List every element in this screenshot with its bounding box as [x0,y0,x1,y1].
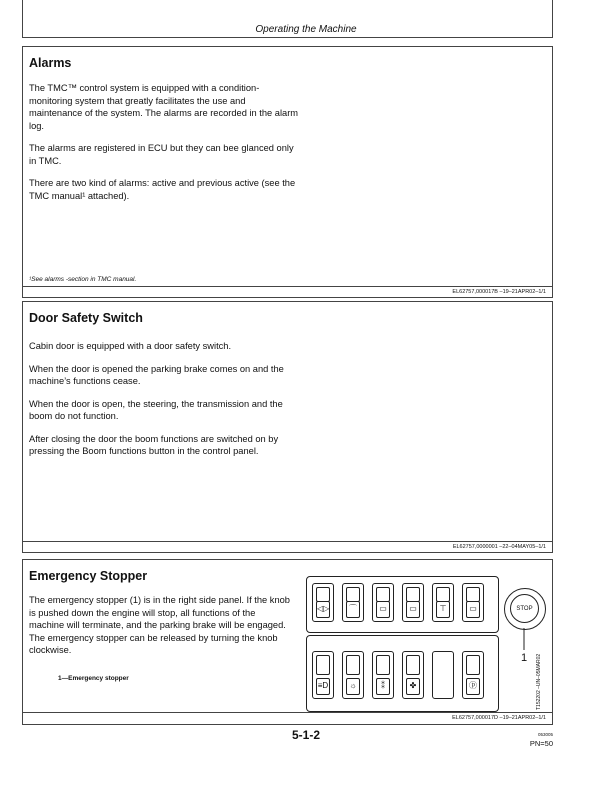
parking-light-icon: ◁▷ [316,601,330,618]
page-number: 5-1-2 [291,728,320,742]
window-icon: ▭ [406,601,420,618]
print-code: 053005 [537,732,553,737]
header-rule [22,37,553,38]
beacon-icon: ⁑ [376,678,390,695]
panel-switch [372,651,394,699]
window-icon: ▭ [376,601,390,618]
door-paragraph: After closing the door the boom functions are switched on by pressing the Boom functions button in the control panel. [29,433,279,456]
parking-brake-icon: ⓟ [466,678,480,695]
wiper-icon: ⌒ [346,601,360,618]
door-title: Door Safety Switch [29,311,143,325]
window-icon: ▭ [466,601,480,618]
stopper-title: Emergency Stopper [29,569,148,583]
panel-switch [372,583,394,622]
alarms-paragraph: There are two kind of alarms: active and previous active (see the TMC manual¹ attached). [29,178,296,201]
panel-switch [342,583,364,622]
headlight-icon: ≡D [316,678,330,695]
alarms-body [29,82,299,212]
stopper-section [22,559,553,725]
door-bottom-rule [23,541,552,542]
panel-switch [432,583,454,622]
stop-label: STOP [510,594,539,623]
door-paragraph: Cabin door is equipped with a door safety switch. [29,341,232,351]
pn-number: PN=50 [529,739,553,748]
stopper-bottom-rule [23,712,552,713]
panel-switch [462,651,484,699]
page-header-title: Operating the Machine [255,24,357,35]
stopper-body [29,594,291,667]
stopper-doc-code: EL62757,000017D –19–21APR02–1/1 [452,715,546,721]
figure-caption: 1—Emergency stopper [58,675,129,682]
upper-switch-panel [306,576,499,633]
alarms-section [22,46,553,298]
lower-switch-panel [306,635,499,712]
panel-switch [402,583,424,622]
alarms-bottom-rule [23,286,552,287]
washer-icon: ⊤ [436,601,450,618]
door-body [29,340,299,468]
door-section [22,301,553,553]
alarms-title: Alarms [29,56,72,70]
blank-switch [432,651,454,699]
panel-switch [402,651,424,699]
panel-switch [312,651,334,699]
door-doc-code: EL62757,0000001 –22–04MAY05–1/1 [452,544,546,550]
alarms-paragraph: The TMC™ control system is equipped with a condition-monitoring system that greatly facilitates the use and maintenance of the system. The alarms are recorded in the alarm log. [29,83,299,131]
alarms-doc-code: EL62757,000017B –19–21APR02–1/1 [452,289,546,295]
panel-switch [312,583,334,622]
callout-number: 1 [521,652,528,664]
door-paragraph: When the door is open, the steering, the transmission and the boom do not function. [29,398,283,421]
alarms-footnote: ¹See alarms -section in TMC manual. [29,276,137,283]
door-paragraph: When the door is opened the parking brake comes on and the machine’s functions cease. [29,363,284,386]
panel-switch [462,583,484,622]
work-light-icon: ☼ [346,678,360,695]
stopper-paragraph: The emergency stopper (1) is in the right side panel. If the knob is pushed down the engine will stop, all functions of the machine will terminate, and the parking brake will be engaged. The emergency stopper can be released by turning the knob clockwise. [29,595,290,655]
panel-switch [342,651,364,699]
callout-leader-line [503,626,533,656]
figure-code: T152202 –UN–05MAR02 [536,653,542,710]
fan-icon: ✤ [406,678,420,695]
alarms-paragraph: The alarms are registered in ECU but they can bee glanced only in TMC. [29,143,294,166]
emergency-stop-knob [504,588,546,630]
